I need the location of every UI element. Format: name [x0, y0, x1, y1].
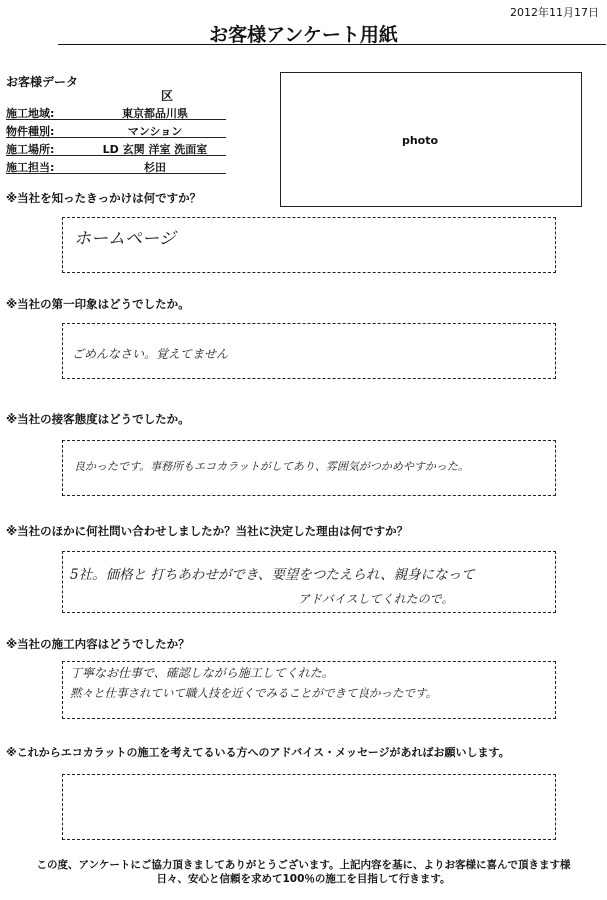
question-1: ※当社を知ったきっかけは何ですか？: [6, 191, 202, 205]
area-value: 東京都品川県: [122, 107, 188, 120]
answer-4-line-2: アドバイスしてくれたので。: [298, 592, 454, 606]
ku-mark: 区: [160, 89, 173, 103]
answer-5-line-2: 黙々と仕事されていて職人技を近くでみることができて良かったです。: [70, 686, 438, 700]
row-divider: [6, 119, 226, 120]
staff-value: 杉田: [144, 161, 166, 174]
staff-label: 施工担当:: [6, 161, 55, 174]
area-label: 施工地域:: [6, 107, 55, 120]
question-4: ※当社のほかに何社問い合わせしましたか？当社に決定した理由は何ですか？: [6, 524, 409, 538]
question-5: ※当社の施工内容はどうでしたか？: [6, 637, 190, 651]
property-type-value: マンション: [127, 125, 183, 138]
answer-box-6: [62, 774, 556, 840]
location-value: LD 玄関 洋室 洗面室: [102, 143, 208, 156]
page-title: お客様アンケート用紙: [209, 24, 398, 46]
property-type-label: 物件種別:: [6, 125, 55, 138]
title-underline: [58, 44, 606, 45]
footer-line-2: 日々、安心と信頼を求めて100％の施工を目指して行きます。: [156, 873, 451, 885]
answer-1-line-1: ホームページ: [74, 229, 176, 249]
question-6: ※これからエコカラットの施工を考えてるいる方へのアドバイス・メッセージがあればお願いします。: [6, 746, 510, 759]
photo-label: photo: [401, 134, 439, 147]
row-divider: [6, 137, 226, 138]
question-3: ※当社の接客態度はどうでしたか。: [6, 412, 190, 426]
row-divider: [6, 173, 226, 174]
customer-data-heading: お客様データ: [6, 75, 79, 89]
footer-line-1: この度、アンケートにご協力頂きましてありがとうございます。上記内容を基に、よりお客様に喜んで頂きます様: [36, 859, 571, 871]
answer-5-line-1: 丁寧なお仕事で、確認しながら施工してくれた。: [70, 666, 334, 680]
answer-3-line-1: 良かったです。事務所もエコカラットがしてあり、雰囲気がつかめやすかった。: [74, 460, 469, 473]
answer-2-line-1: ごめんなさい。覚えてません: [72, 347, 229, 361]
location-label: 施工場所:: [6, 143, 55, 156]
answer-4-line-1: 5社。価格と 打ちあわせができ、要望をつたえられ、親身になって: [70, 567, 475, 583]
row-divider: [6, 155, 226, 156]
question-2: ※当社の第一印象はどうでしたか。: [6, 297, 190, 311]
survey-date: 2012年11月17日: [510, 6, 599, 19]
